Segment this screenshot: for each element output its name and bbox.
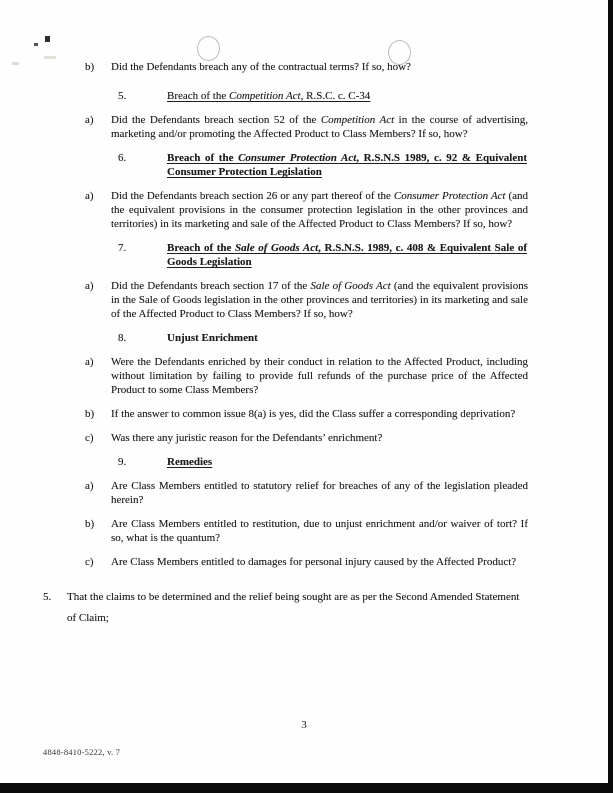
- item-text: Were the Defendants enriched by their conduct in relation to the Affected Product, including without limitation by failing to provide full refunds of the purchase price of the Affected Product to some Class Members?: [111, 356, 528, 396]
- scan-artifact: [34, 43, 38, 46]
- item-label: b): [85, 408, 95, 420]
- item-label: a): [85, 480, 94, 492]
- section-heading: [0, 89, 613, 103]
- heading-text: Remedies: [167, 456, 213, 468]
- item-label: a): [85, 356, 94, 368]
- heading-text: Breach of the Sale of Goods Act, R.S.N.S. 1989, c. 408 & Equivalent Sale of Goods Legislation: [167, 242, 527, 268]
- item-text: Did the Defendants breach section 17 of the Sale of Goods Act (and the equivalent provisions in the Sale of Goods legislation in the other provinces and territories) in its marketing and sale of the Affected Product to Class Members? If so, how?: [111, 280, 528, 320]
- item-label: b): [85, 518, 95, 530]
- document-id-footer: 4848-8410-5222, v. 7: [43, 747, 121, 757]
- item-label: a): [85, 190, 94, 202]
- page-number: 3: [301, 719, 307, 731]
- item-label: c): [85, 432, 94, 444]
- question-item: [0, 555, 613, 569]
- item-text: Are Class Members entitled to damages for personal injury caused by the Affected Product?: [111, 556, 517, 568]
- punch-hole-icon: [197, 36, 220, 61]
- section-heading: [0, 151, 613, 179]
- heading-text: Unjust Enrichment: [167, 332, 258, 344]
- scan-edge-bottom: [0, 783, 613, 793]
- item-text: Did the Defendants breach any of the contractual terms? If so, how?: [111, 61, 411, 73]
- document-body: [0, 60, 613, 639]
- heading-number: 8.: [118, 332, 127, 344]
- item-label: c): [85, 556, 94, 568]
- heading-number: 9.: [118, 456, 127, 468]
- section-heading: [0, 455, 613, 469]
- scan-artifact: [44, 56, 56, 59]
- question-item: [0, 60, 613, 74]
- section-heading: [0, 241, 613, 269]
- heading-text: Breach of the Consumer Protection Act, R.S.N.S 1989, c. 92 & Equivalent Consumer Protection Legislation: [167, 152, 527, 178]
- item-text: Are Class Members entitled to statutory relief for breaches of any of the legislation pleaded herein?: [111, 480, 528, 506]
- item-text: Did the Defendants breach section 52 of the Competition Act in the course of advertising, marketing and/or promoting the Affected Product to Class Members? If so, how?: [111, 114, 528, 140]
- question-item: [0, 355, 613, 397]
- heading-number: 6.: [118, 152, 127, 164]
- item-text: That the claims to be determined and the relief being sought are as per the Second Amended Statement of Claim;: [67, 591, 520, 624]
- item-label: 5.: [43, 591, 52, 603]
- question-item: [0, 407, 613, 421]
- item-text: Did the Defendants breach section 26 or any part thereof of the Consumer Protection Act (and the equivalent provisions in the consumer protection legislation in the other provinces and territories) in its marketing and sale of the Affected Product to Class Members? If so, how?: [111, 190, 528, 230]
- heading-number: 5.: [118, 90, 127, 102]
- item-label: b): [85, 61, 95, 73]
- item-text: Are Class Members entitled to restitution, due to unjust enrichment and/or waiver of tort? If so, what is the quantum?: [111, 518, 528, 544]
- question-item: [0, 517, 613, 545]
- item-label: a): [85, 280, 94, 292]
- scan-edge-right: [608, 0, 613, 793]
- section-heading: [0, 331, 613, 345]
- question-item: [0, 113, 613, 141]
- item-label: a): [85, 114, 94, 126]
- question-item: [0, 189, 613, 231]
- item-text: If the answer to common issue 8(a) is yes, did the Class suffer a corresponding deprivation?: [111, 408, 516, 420]
- scan-artifact: [45, 36, 50, 42]
- heading-number: 7.: [118, 242, 127, 254]
- question-item: [0, 479, 613, 507]
- outer-paragraph: [0, 587, 613, 629]
- item-text: Was there any juristic reason for the Defendants’ enrichment?: [111, 432, 383, 444]
- question-item: [0, 279, 613, 321]
- heading-text: Breach of the Competition Act, R.S.C. c. C-34: [167, 90, 371, 102]
- question-item: [0, 431, 613, 445]
